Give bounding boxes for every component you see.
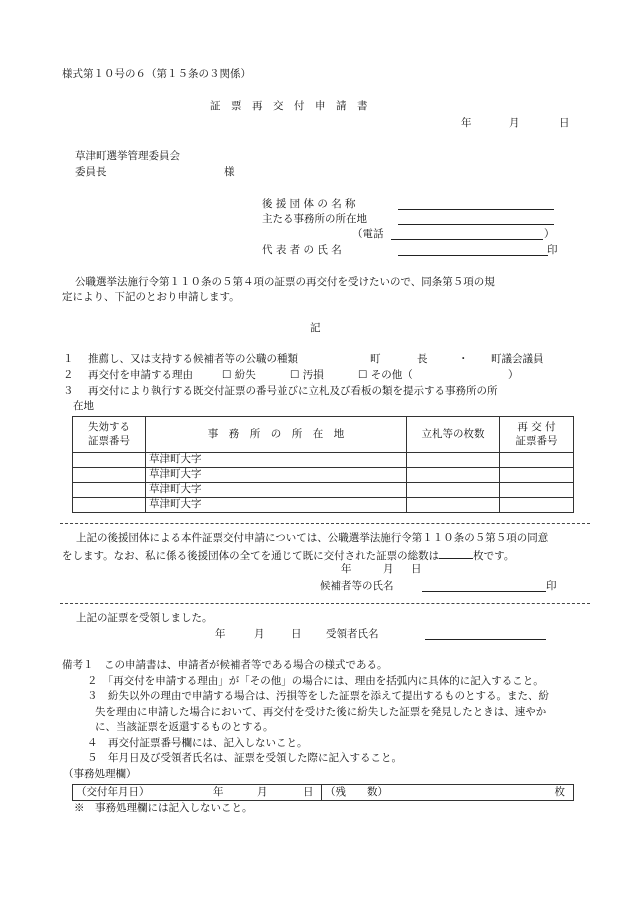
office-address-cell[interactable]: 草津町大字 [146, 453, 407, 468]
office-address-field[interactable] [398, 224, 554, 225]
table-row [73, 453, 574, 468]
reason-other-checkbox[interactable]: ☐ その他（ [358, 369, 413, 381]
consent-line2: をします。なお、私に係る後援団体の全てを通じて既に交付された証票の総数は 枚です。 [62, 550, 515, 562]
expired-number-cell[interactable] [73, 468, 146, 483]
expired-number-cell[interactable] [73, 498, 146, 513]
ki-heading: 記 [310, 322, 321, 334]
office-address-cell[interactable]: 草津町大字 [146, 468, 407, 483]
office-address-cell[interactable]: 草津町大字 [146, 483, 407, 498]
candidate-name-field[interactable] [422, 591, 546, 592]
office-use-heading: （事務処理欄） [63, 768, 137, 780]
note-1: 備考１ この申請書は、申請者が候補者等である場合の様式である。 [62, 659, 388, 671]
phone-close-label: ） [544, 228, 555, 240]
reissue-number-cell [500, 468, 574, 483]
receipt-year-label: 年 [215, 628, 226, 640]
reissue-number-cell [500, 498, 574, 513]
phone-field[interactable] [391, 239, 543, 240]
reason-damaged-checkbox[interactable]: ☐ 汚損 [290, 369, 324, 381]
dashed-divider [60, 523, 590, 524]
issue-year-label: 年 [213, 785, 224, 798]
item3-number: ３ [63, 385, 74, 397]
reason-other-close: ） [508, 369, 519, 381]
item3-text-line2: 在地 [73, 400, 94, 412]
note-5: ５ 年月日及び受領者氏名は、証票を受領した際に記入すること。 [87, 752, 402, 764]
table-header-row [73, 417, 574, 453]
recipient-title: 委員長 [75, 166, 107, 178]
page-title: 証 票 再 交 付 申 請 書 [210, 100, 368, 112]
note-4: ４ 再交付証票番号欄には、記入しないこと。 [87, 737, 308, 749]
sign-count-cell[interactable] [407, 453, 500, 468]
office-address-cell[interactable]: 草津町大字 [146, 498, 407, 513]
recipient-org: 草津町選挙管理委員会 [75, 150, 180, 162]
recipient-honorific: 様 [224, 166, 235, 178]
body-paragraph-line1: 公職選挙法施行令第１１０条の５第４項の証票の再交付を受けたいので、同条第５項の規 [75, 276, 495, 288]
consent-month-label: 月 [383, 563, 394, 575]
total-count-field[interactable] [439, 548, 473, 559]
remaining-count-cell: （残 数） 枚 [322, 785, 574, 801]
header-sign-count: 立札等の枚数 [407, 417, 500, 453]
reissue-number-cell [500, 483, 574, 498]
consent-day-label: 日 [411, 563, 422, 575]
office-address-label: 主たる事務所の所在地 [262, 213, 367, 225]
sign-count-cell[interactable] [407, 498, 500, 513]
dashed-divider [60, 603, 590, 604]
consent-line1: 上記の後援団体による本件証票交付申請については、公職選挙法施行令第１１０条の５第５項の同意 [76, 532, 549, 544]
office-use-row [73, 785, 574, 801]
group-name-label: 後 援 団 体 の 名 称 [262, 198, 356, 210]
item1-text: 推薦し、又は支持する候補者等の公職の種類 [88, 353, 298, 365]
date-day-label: 日 [559, 117, 570, 129]
reason-lost-checkbox[interactable]: ☐ 紛失 [222, 369, 256, 381]
receipt-month-label: 月 [254, 628, 265, 640]
note-3-line3: に、当該証票を返還するものとする。 [95, 721, 274, 733]
candidate-seal: 印 [546, 580, 557, 592]
issue-day-label: 日 [303, 785, 314, 798]
group-name-field[interactable] [398, 209, 554, 210]
count-unit-label: 枚 [554, 785, 565, 798]
receiver-name-label: 受領者氏名 [326, 628, 379, 640]
body-paragraph-line2: 定により、下記のとおり申請します。 [62, 291, 240, 303]
date-year-label: 年 [461, 117, 472, 129]
consent-year-label: 年 [341, 563, 352, 575]
representative-field[interactable] [398, 255, 548, 256]
item1-option-cho[interactable]: 町 [370, 353, 381, 365]
certificate-table [72, 416, 574, 513]
item2-number: ２ [63, 369, 74, 381]
representative-label: 代 表 者 の 氏 名 [262, 244, 342, 256]
candidate-name-label: 候補者等の氏名 [320, 580, 394, 592]
header-expired-number: 失効する 証票番号 [73, 417, 146, 453]
table-row [73, 483, 574, 498]
note-2: ２ 「再交付を申請する理由」が「その他」の場合には、理由を括弧内に具体的に記入すること。 [87, 675, 544, 687]
item3-text-line1: 再交付により執行する既交付証票の番号並びに立札及び看板の類を提示する事務所の所 [88, 385, 498, 397]
receipt-day-label: 日 [291, 628, 302, 640]
sign-count-cell[interactable] [407, 483, 500, 498]
date-month-label: 月 [509, 117, 520, 129]
reissue-number-cell [500, 453, 574, 468]
item1-separator: ・ [458, 353, 469, 365]
item1-number: １ [63, 353, 74, 365]
item1-option-cho-suffix[interactable]: 長 [417, 353, 428, 365]
receipt-text: 上記の証票を受領しました。 [76, 612, 213, 624]
office-use-footnote: ※ 事務処理欄には記入しないこと。 [74, 802, 253, 814]
header-office-address: 事 務 所 の 所 在 地 [146, 417, 407, 453]
issue-date-cell: （交付年月日） 年 月 日 [73, 785, 322, 801]
item1-option-council[interactable]: 町議会議員 [491, 353, 544, 365]
note-3-line2: 失を理由に申請した場合において、再交付を受けた後に紛失した証票を発見したときは、速やか [95, 706, 547, 718]
sign-count-cell[interactable] [407, 468, 500, 483]
expired-number-cell[interactable] [73, 483, 146, 498]
note-3-line1: ３ 紛失以外の理由で申請する場合は、汚損等をした証票を添えて提出するものとする。また、紛 [87, 690, 549, 702]
header-reissue-number: 再 交 付 証票番号 [500, 417, 574, 453]
office-use-table [72, 784, 574, 801]
seal-mark: 印 [547, 244, 558, 256]
form-number: 様式第１０号の６（第１５条の３関係） [62, 68, 251, 80]
item2-text: 再交付を申請する理由 [88, 369, 193, 381]
receiver-name-field[interactable] [425, 639, 546, 640]
phone-open-label: （電話 [352, 228, 384, 240]
table-row [73, 498, 574, 513]
issue-month-label: 月 [257, 785, 268, 798]
expired-number-cell[interactable] [73, 453, 146, 468]
table-row [73, 468, 574, 483]
